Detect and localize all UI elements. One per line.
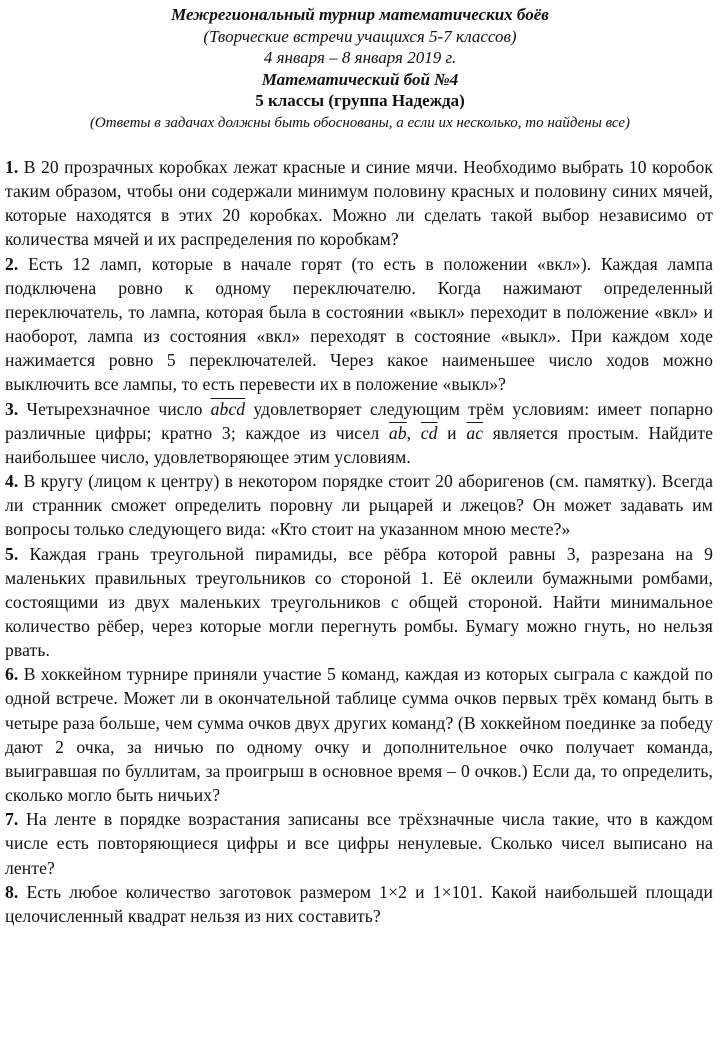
tournament-subtitle: (Творческие встречи учащихся 5-7 классов)	[203, 26, 517, 46]
overlined-number-ac: $\overline{ac}$	[466, 422, 484, 443]
problem-3	[5, 397, 713, 469]
problem-number: 2.	[5, 253, 19, 274]
problem-number: 3.	[5, 398, 19, 419]
problem-list	[5, 155, 713, 928]
problem-text-part: удовлетворяет следующим трём условиям: имеет попарно различные цифры; кратно 3; каждое из чисел	[5, 398, 713, 443]
problem-2	[5, 252, 713, 397]
overlined-number-cd: $\overline{cd}$	[420, 422, 438, 443]
instructions-note: (Ответы в задачах должны быть обоснованы, а если их несколько, то найдены все)	[89, 114, 631, 131]
overlined-number-ab: $\overline{ab}$	[388, 422, 407, 443]
problem-text: Есть 12 ламп, которые в начале горят (то есть в положении «вкл»). Каждая лампа подключена ровно к одному переключателю. Когда нажимают определенный переключатель, то лампа, которая была в состоянии «выкл» переходит в положение «вкл» и наоборот, лампа из состояния «вкл» переходят в состояние «выкл». При каждом ходе нажимается ровно 5 переключателей. Через какое наименьшее число ходов можно выключить все лампы, то есть перевести их в положение «выкл»?	[5, 253, 713, 395]
problem-5	[5, 542, 713, 663]
problem-4	[5, 469, 713, 541]
problem-8	[5, 880, 713, 928]
problem-number: 1.	[5, 157, 19, 177]
problem-text: Каждая грань треугольной пирамиды, все рёбра которой равны 3, разрезана на 9 маленьких правильных треугольников со стороной 1. Её оклеили бумажными ромбами, состоящими из двух маленьких треугольников с общей стороной. Найти минимальное количество рёбер, через которые могли перегнуть ромбы. Бумагу можно гнуть, но нельзя рвать.	[5, 543, 713, 661]
group-title: 5 классы (группа Надежда)	[255, 91, 465, 110]
tournament-title: Межрегиональный турнир математических боёв	[171, 5, 549, 24]
separator: и	[437, 422, 467, 443]
problem-text: В 20 прозрачных коробках лежат красные и синие мячи. Необходимо выбрать 10 коробок таким образом, чтобы они содержали минимум половину красных и половину синих мячей, которые находятся в этих 20 коробках. Можно ли сделать такой выбор независимо от количества мячей и их распределения по коробкам?	[5, 157, 713, 250]
document-header	[0, 0, 720, 133]
problem-text: В кругу (лицом к центру) в некотором порядке стоит 20 аборигенов (см. памятку). Всегда ли странник сможет определить поровну ли рыцарей и лжецов? Он может задавать им вопросы только следующего вида: «Кто стоит на указанном мною месте?»	[5, 471, 714, 540]
problem-number: 7.	[5, 809, 19, 830]
problem-number: 4.	[5, 471, 19, 492]
problem-number: 6.	[5, 664, 19, 685]
problem-7	[5, 807, 713, 879]
problem-text: В хоккейном турнире приняли участие 5 команд, каждая из которых сыграла с каждой по одной встрече. Может ли в окончательной таблице сумма очков первых трёх команд быть в четыре раза больше, чем сумма очков двух других команд? (В хоккейном поединке за победу дают 2 очка, за ничью по одному очку и дополнительное очко получает команда, выигравшая по буллитам, за проигрыш в основное время – 0 очков.) Если да, то определить, сколько могло быть ничьих?	[5, 664, 713, 806]
problem-text-part: Четырехзначное число	[26, 398, 211, 419]
problem-1	[5, 155, 713, 252]
overlined-number-abcd: abcd	[210, 398, 246, 419]
separator: ,	[406, 422, 421, 443]
tournament-dates: 4 января – 8 января 2019 г.	[263, 48, 457, 67]
problem-text: Есть любое количество заготовок размером 1×2 и 1×101. Какой наибольшей площади целочисленный квадрат нельзя из них составить?	[5, 881, 713, 926]
battle-title: Математический бой №4	[261, 69, 459, 89]
problem-number: 5.	[5, 543, 19, 564]
problem-number: 8.	[5, 881, 19, 902]
problem-text-part: является простым. Найдите наибольшее число, удовлетворяющее этим условиям.	[5, 422, 714, 467]
problem-text: На ленте в порядке возрастания записаны все трёхзначные числа такие, что в каждом числе есть повторяющиеся цифры и все цифры ненулевые. Сколько чисел выписано на ленте?	[5, 809, 714, 878]
problem-6	[5, 662, 713, 807]
